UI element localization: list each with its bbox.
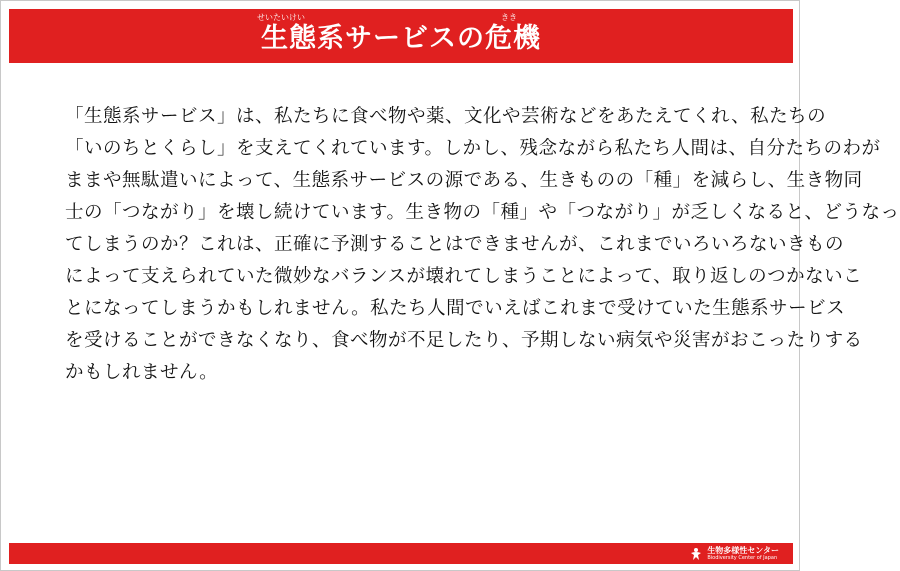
- logo-subtitle: Biodiversity Center of Japan: [707, 555, 778, 561]
- title-ruby-seitaikei: せいたいけい: [257, 13, 305, 22]
- header-bar: [9, 9, 793, 63]
- body-line: かもしれません。: [65, 362, 219, 383]
- body-line: てしまうのか？これは、正確に予測することはできませんが、これまでいろいろないきもの: [65, 234, 845, 255]
- body-line: 「生態系サービス」は、私たちに食べ物や薬、文化や芸術などをあたえてくれ、私たちの: [65, 106, 827, 127]
- body-line: によって支えられていた微妙なバランスが壊れてしまうことによって、取り返しのつかないこ: [65, 266, 863, 287]
- logo-name: 生物多様性センター: [707, 546, 779, 555]
- body-line: ままや無駄遣いによって、生態系サービスの源である、生きものの「種」を減らし、生き物同: [65, 170, 863, 191]
- body-line: 「いのちとくらし」を支えてくれています。しかし、残念ながら私たち人間は、自分たちのわが: [65, 138, 881, 159]
- title-block: [9, 13, 793, 56]
- page-title: 生態系サービスの危機: [261, 23, 541, 54]
- body-line: を受けることができなくなり、食べ物が不足したり、予期しない病気や災害がおこったりする: [65, 330, 863, 351]
- logo-text: [707, 546, 779, 561]
- organization-logo: [689, 546, 779, 561]
- footer-bar: [9, 543, 793, 564]
- leaf-figure-icon: [689, 547, 703, 561]
- body-text: [65, 101, 900, 389]
- body-line: 士の「つながり」を壊し続けています。生き物の「種」や「つながり」が乏しくなると、どうなっ: [65, 202, 900, 223]
- title-ruby-row: [9, 13, 793, 22]
- title-ruby-kiki: きき: [501, 13, 517, 22]
- body-line: とになってしまうかもしれません。私たち人間でいえばこれまで受けていた生態系サービス: [65, 298, 846, 319]
